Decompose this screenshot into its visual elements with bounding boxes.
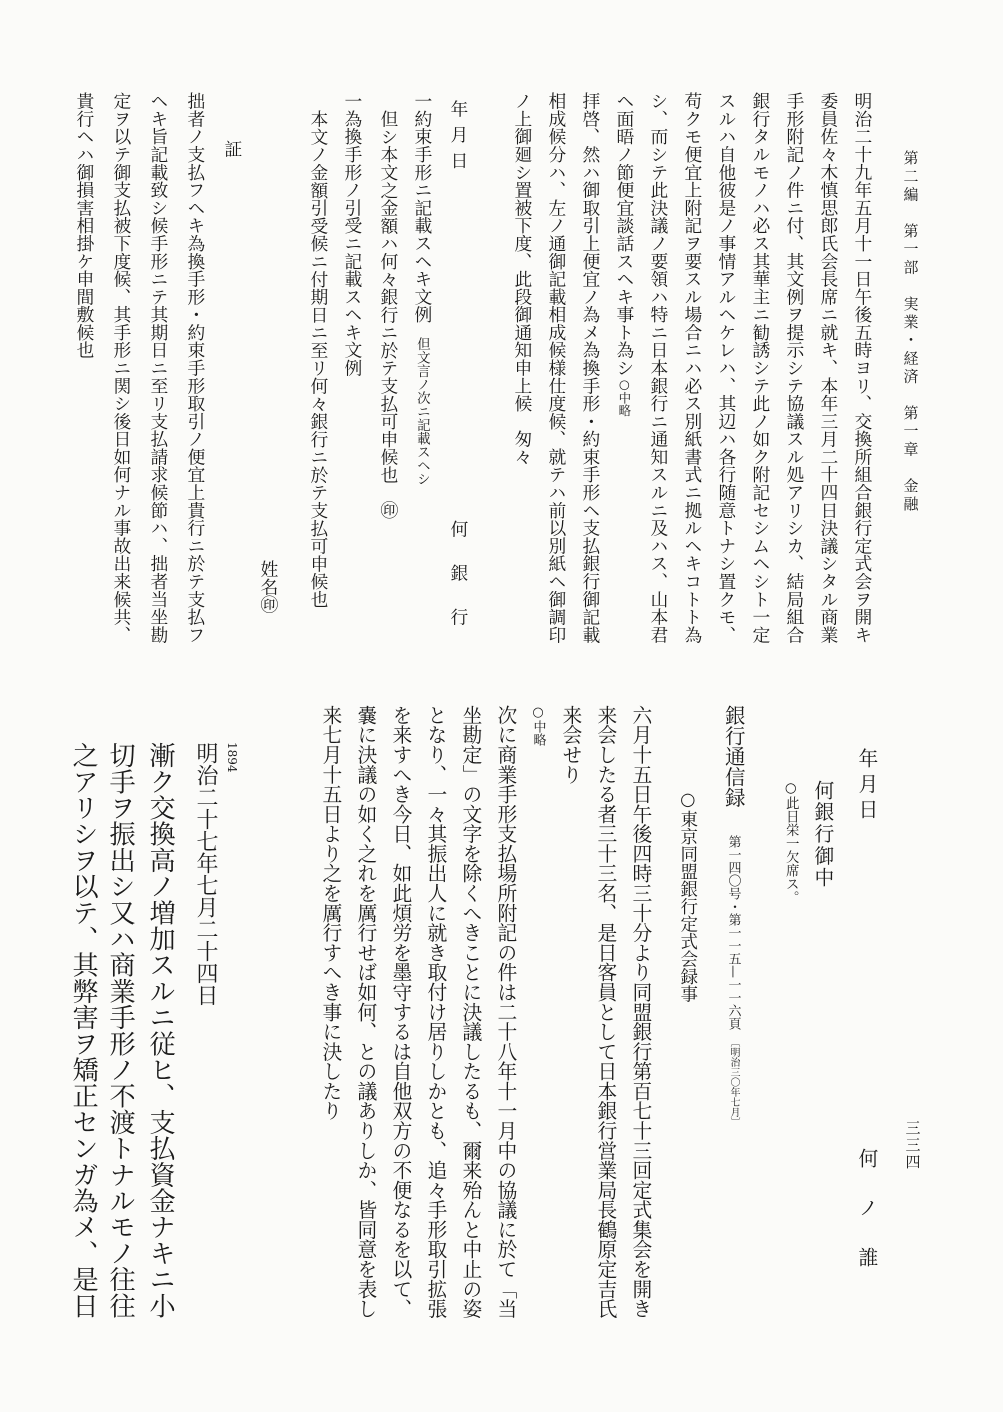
article-line: 嚢に決議の如く之れを厲行せば如何、との議ありしか、皆同意を表し bbox=[353, 705, 377, 1319]
certificate-title: 証 bbox=[221, 140, 243, 158]
certificate-line: 貴行ヘハ御損害相掛ケ申間敷候也 bbox=[73, 92, 95, 359]
promissory-heading bbox=[413, 92, 431, 486]
promissory-text bbox=[379, 110, 397, 519]
letter-date: 年 月 日 bbox=[447, 100, 469, 164]
certificate-line: 定ヲ以テ御支払被下度候、其手形ニ関シ後日如何ナル事故出来候共、 bbox=[110, 92, 132, 644]
minutes-line bbox=[615, 92, 633, 417]
article-line: 坐勘定」の文字を除くへきことに決議したるも、爾来殆んと中止の姿 bbox=[458, 705, 482, 1319]
minutes-line: スルハ自他彼是ノ事情アルヘケレハ、其辺ハ各行随意トナシ置クモ、 bbox=[715, 92, 737, 644]
source-title: 銀行通信録 bbox=[721, 705, 746, 808]
bill-heading: 一為換手形ノ引受ニ記載スヘキ文例 bbox=[341, 92, 363, 377]
article-line: 六月十五日午後四時三十分より同盟銀行第百七十三回定式集会を開き bbox=[628, 705, 652, 1319]
seal-mark: ㊞ bbox=[377, 501, 399, 520]
certificate-line: 拙者ノ支払フヘキ為換手形・約束手形取引ノ便宜上貴行ニ於テ支払フ bbox=[184, 92, 206, 644]
article-title: ○東京同盟銀行定式会録事 bbox=[677, 790, 698, 1003]
entry-line: 之アリシヲ以テ、其弊害ヲ矯正センガ為メ、是日 bbox=[68, 742, 99, 1319]
closing-date: 年 月 日 bbox=[854, 748, 878, 812]
closing-addressee: 何銀行御中 bbox=[810, 780, 834, 889]
letter-line: 拝啓、然ハ御取引上便宜ノ為メ為換手形・約束手形ヘ支払銀行御記載 bbox=[579, 92, 601, 644]
minutes-line: シ、而シテ此決議ノ要領ハ特ニ日本銀行ニ通知スルニ及ハス、山本君 bbox=[647, 92, 669, 644]
minutes-line: 委員佐々木慎思郎氏会長席ニ就キ、本年三月二十四日決議シタル商業 bbox=[817, 92, 839, 644]
article-line: 来七月十五日より之を厲行すへき事に決したり bbox=[318, 705, 342, 1121]
article-line: を来すへき今日、如此煩労を墨守するは自他双方の不便なるを以て、 bbox=[388, 705, 412, 1319]
omission-mark: ○中略 bbox=[616, 376, 632, 417]
article-line: 来会せり bbox=[558, 705, 582, 785]
article-line: 来会したる者三十三名、是日客員として日本銀行営業局長鶴原定吉氏 bbox=[593, 705, 617, 1319]
bill-text: 本文ノ金額引受候ニ付期日ニ至リ何々銀行ニ於テ支払可申候也 bbox=[307, 110, 329, 609]
minutes-line: 銀行タルモノハ必ス其華主ニ勧誘シテ此ノ如ク附記セシムヘシト一定 bbox=[749, 92, 771, 644]
absence-note: ○此日栄一欠席ス。 bbox=[782, 780, 799, 904]
letter-line: ノ上御廻シ置被下度、此段御通知申上候 匆々 bbox=[511, 92, 533, 466]
running-head: 第二編 第一部 実業・経済 第一章 金融 bbox=[901, 150, 920, 514]
entry-line: 切手ヲ振出シ又ハ商業手形ノ不渡トナルモノ往往 bbox=[105, 742, 136, 1319]
page-number: 三三四 bbox=[903, 1120, 922, 1171]
minutes-line: 明治二十九年五月十一日午後五時ヨリ、交換所組合銀行定式会ヲ開キ bbox=[851, 92, 873, 644]
certificate-line: ヘキ旨記載致シ候手形ニテ其期日ニ至リ支払請求候節ハ、拙者当坐勘 bbox=[147, 92, 169, 644]
seal-mark: ㊞ bbox=[257, 595, 279, 614]
source-issue: 第一四〇号・第一一五—一一六頁 bbox=[725, 835, 741, 1030]
entry-date: 明治二十七年七月二十四日 bbox=[193, 742, 218, 1006]
omission-mark: ○中略 bbox=[530, 705, 546, 746]
entry-line: 漸ク交換高ノ増加スルニ従ヒ、支払資金ナキニ小 bbox=[145, 742, 176, 1319]
letter-line: 相成候分ハ、左ノ通御記載相成候様仕度候、就テハ前以別紙ヘ御調印 bbox=[545, 92, 567, 644]
closing-signer: 何 ノ 誰 bbox=[854, 1148, 878, 1272]
minutes-line: 手形附記ノ件ニ付、其文例ヲ提示シテ協議スル処アリシカ、結局組合 bbox=[783, 92, 805, 644]
article-line: となり、一々其振出人に就き取付け居りしかとも、追々手形取引拡張 bbox=[423, 705, 447, 1319]
signature-name: 姓名 bbox=[257, 560, 279, 596]
minutes-line-text: ヘ面晤ノ節便宜談話スヘキ事ト為シ bbox=[613, 92, 635, 377]
promissory-instruction: 但文言ノ次ニ記載スヘシ bbox=[413, 337, 430, 486]
source-date: 〔明治三〇年七月〕 bbox=[728, 1037, 739, 1127]
letter-sender: 何 銀 行 bbox=[447, 520, 469, 630]
signature bbox=[259, 560, 277, 613]
minutes-line: 苟クモ便宜上附記ヲ要スル場合ニハ必ス別紙書式ニ拠ルヘキコトト為 bbox=[681, 92, 703, 644]
promissory-text-body: 但シ本文之金額ハ何々銀行ニ於テ支払可申候也 bbox=[377, 110, 399, 484]
promissory-heading-text: 一約束手形ニ記載スヘキ文例 bbox=[411, 92, 433, 324]
entry-year: 1894 bbox=[225, 742, 239, 773]
article-line: 次に商業手形支払場所附記の件は二十八年十一月中の協議に於て「当 bbox=[493, 705, 517, 1319]
